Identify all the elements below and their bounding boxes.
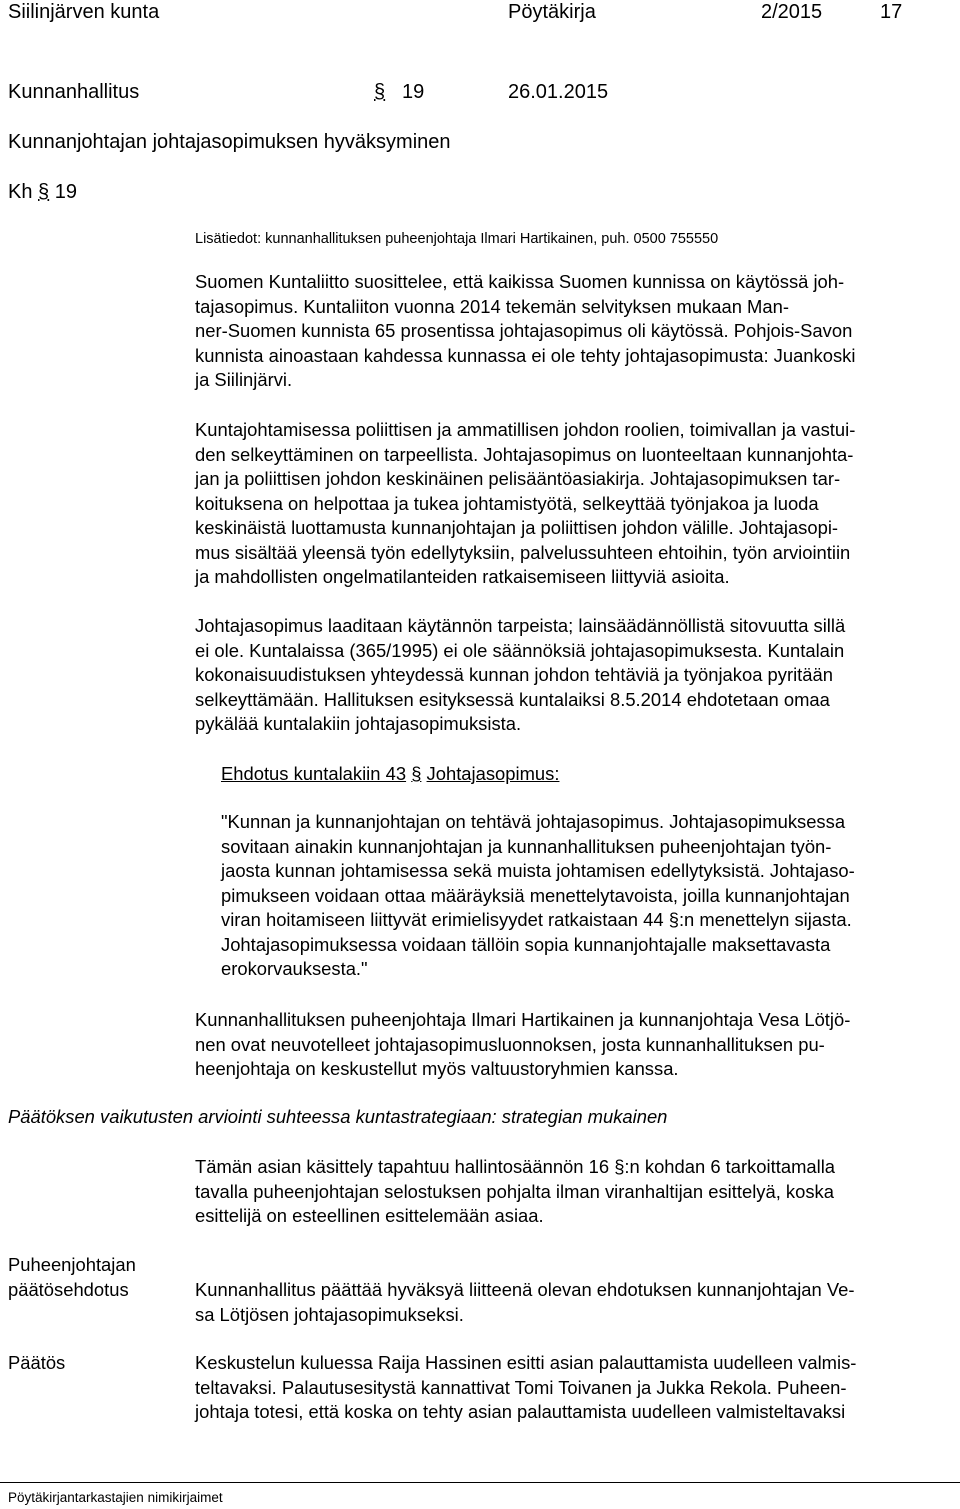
handling-line-text: Tämän asian käsittely tapahtuu hallintosäännön 16 (195, 1156, 615, 1177)
paragraph-line: tavalla puheenjohtajan selostuksen pohjalta ilman viranhaltijan esittelyä, koska (195, 1180, 834, 1202)
paragraph-line: koituksena on helpottaa ja tukea johtamistyötä, selkeyttää työnjakoa ja luoda (195, 492, 819, 514)
label-line: Puheenjohtajan (8, 1254, 136, 1275)
proposal-quote (221, 810, 855, 982)
proposal-heading-suffix: Johtajasopimus: (426, 763, 560, 784)
paragraph-2 (195, 418, 855, 590)
decision-label: Päätös (8, 1352, 66, 1373)
section-sign: § (374, 81, 386, 103)
paragraph-line: johtaja totesi, että koska on tehty asian palauttamista uudelleen valmisteltavaksi (195, 1401, 846, 1422)
paragraph-line: keskinäistä luottamusta kunnanjohtajan ja poliittisen johdon välille. Johtajasopi- (195, 517, 839, 538)
proposal-heading-prefix: Ehdotus kuntalakiin 43 (221, 763, 407, 784)
document-number: 2/2015 (761, 1, 823, 23)
handling-paragraph (195, 1155, 835, 1229)
quote-line: Johtajasopimuksessa voidaan tällöin sopia kunnanjohtajalle maksettavasta (221, 933, 831, 955)
paragraph-line: kokonaisuudistuksen yhteydessä kunnan johdon tehtäviä ja työnjakoa pyritään (195, 664, 833, 685)
quote-line: "Kunnan ja kunnanjohtajan on tehtävä johtajasopimus. Johtajasopimuksessa (221, 811, 846, 832)
paragraph-line: mus sisältää yleensä työn edellytyksiin, palvelussuhteen ehtoihin, työn arviointiin (195, 541, 851, 563)
kh-label: Kh (8, 181, 33, 203)
meeting-date: 26.01.2015 (508, 81, 609, 103)
paragraph-line: pykälää kuntalakiin johtajasopimuksista. (195, 713, 522, 734)
item-title: Kunnanjohtajan johtajasopimuksen hyväksyminen (8, 131, 451, 153)
paragraph-line (195, 1155, 835, 1180)
paragraph-line: jan ja poliittisen johdon keskinäinen pelisääntöasiakirja. Johtajasopimuksen tar- (195, 468, 841, 489)
quote-line: sovitaan ainakin kunnanjohtajan ja kunnanhallituksen puheenjohtajan työn- (221, 835, 832, 857)
paragraph-line: esittelijä on esteellinen esittelemään asiaa. (195, 1205, 544, 1226)
handling-section-sign: § (614, 1156, 625, 1177)
contact-info: Lisätiedot: kunnanhallituksen puheenjohtaja Ilmari Hartikainen, puh. 0500 755550 (195, 231, 719, 247)
quote-line: pimukseen voidaan ottaa määräyksiä menettelytavoista, joilla kunnanjohtajan (221, 884, 850, 906)
quote-line: jaosta kunnan johtamisessa sekä muista johtamisen edellytyksistä. Johtajaso- (221, 860, 855, 881)
chair-proposal-label (8, 1253, 136, 1302)
paragraph-line: Suomen Kuntaliitto suosittelee, että kaikissa Suomen kunnissa on käytössä joh- (195, 271, 845, 292)
paragraph-line: Keskustelun kuluessa Raija Hassinen esitti asian palauttamista uudelleen valmis- (195, 1352, 857, 1373)
paragraph-line: heenjohtaja on keskustellut myös valtuustoryhmien kanssa. (195, 1058, 679, 1079)
paragraph-line: selkeyttämään. Hallituksen esityksessä kuntalaiksi 8.5.2014 ehdotetaan omaa (195, 688, 830, 710)
paragraph-line: Kunnanhallitus päättää hyväksyä liitteenä olevan ehdotuksen kunnanjohtajan Ve- (195, 1279, 855, 1300)
quote-line (221, 908, 855, 933)
impact-assessment: Päätöksen vaikutusten arviointi suhteessa kuntastrategiaan: strategian mukainen (8, 1106, 668, 1127)
chair-proposal-text (195, 1278, 854, 1327)
paragraph-line: Johtajasopimus laaditaan käytännön tarpeista; lainsäädännöllistä sitovuutta sillä (195, 615, 846, 636)
proposal-heading (221, 762, 559, 786)
quote-section-sign: § (668, 909, 679, 930)
paragraph-line: Kuntajohtamisessa poliittisen ja ammatillisen johdon roolien, toimivallan ja vastui- (195, 419, 856, 440)
quote-line: erokorvauksesta." (221, 958, 368, 979)
paragraph-line: Kunnanhallituksen puheenjohtaja Ilmari Hartikainen ja kunnanjohtaja Vesa Lötjö- (195, 1009, 851, 1030)
kh-section-number: 19 (54, 181, 77, 203)
quote-line-text: viran hoitamiseen liittyvät erimielisyydet ratkaistaan 44 (221, 909, 669, 930)
paragraph-line: teltavaksi. Palautusesitystä kannattivat Tomi Toivanen ja Jukka Rekola. Puheen- (195, 1376, 847, 1398)
meeting-section-number: 19 (402, 81, 425, 103)
paragraph-line: sa Lötjösen johtajasopimukseksi. (195, 1303, 464, 1325)
paragraph-1 (195, 270, 855, 393)
quote-line-suffix: :n menettelyn sijasta. (678, 909, 852, 930)
paragraph-line: den selkeyttäminen on tarpeellista. Johtajasopimus on luonteeltaan kunnanjohta- (195, 443, 854, 465)
signature-label: Pöytäkirjantarkastajien nimikirjaimet (8, 1490, 223, 1505)
paragraph-line: ja Siilinjärvi. (195, 369, 293, 390)
handling-line-suffix: :n kohdan 6 tarkoittamalla (624, 1156, 836, 1177)
meeting-section-sign (374, 80, 385, 104)
paragraph-line: kunnista ainoastaan kahdessa kunnassa ei ole tehty johtajasopimusta: Juankoski (195, 344, 856, 366)
proposal-section-sign: § (411, 763, 422, 784)
meeting-body: Kunnanhallitus (8, 81, 140, 103)
paragraph-line: ner-Suomen kunnista 65 prosentissa johtajasopimus oli käytössä. Pohjois-Savon (195, 320, 853, 341)
paragraph-line: ja mahdollisten ongelmatilanteiden ratkaisemiseen liittyviä asioita. (195, 566, 730, 587)
page-number: 17 (880, 1, 903, 23)
document-type: Pöytäkirja (508, 1, 596, 23)
decision-text (195, 1351, 856, 1425)
municipality-name: Siilinjärven kunta (8, 1, 160, 23)
paragraph-line: ei ole. Kuntalaissa (365/1995) ei ole säännöksiä johtajasopimuksesta. Kuntalain (195, 639, 845, 661)
paragraph-line: tajasopimus. Kuntaliiton vuonna 2014 tekemän selvityksen mukaan Man- (195, 295, 789, 317)
kh-section-sign: § (38, 181, 50, 203)
paragraph-3 (195, 614, 845, 737)
chair-paragraph (195, 1008, 850, 1082)
label-line: päätösehdotus (8, 1278, 129, 1300)
footer-divider (0, 1482, 960, 1483)
kh-reference (8, 180, 77, 204)
paragraph-line: nen ovat neuvotelleet johtajasopimusluonnoksen, josta kunnanhallituksen pu- (195, 1033, 825, 1055)
